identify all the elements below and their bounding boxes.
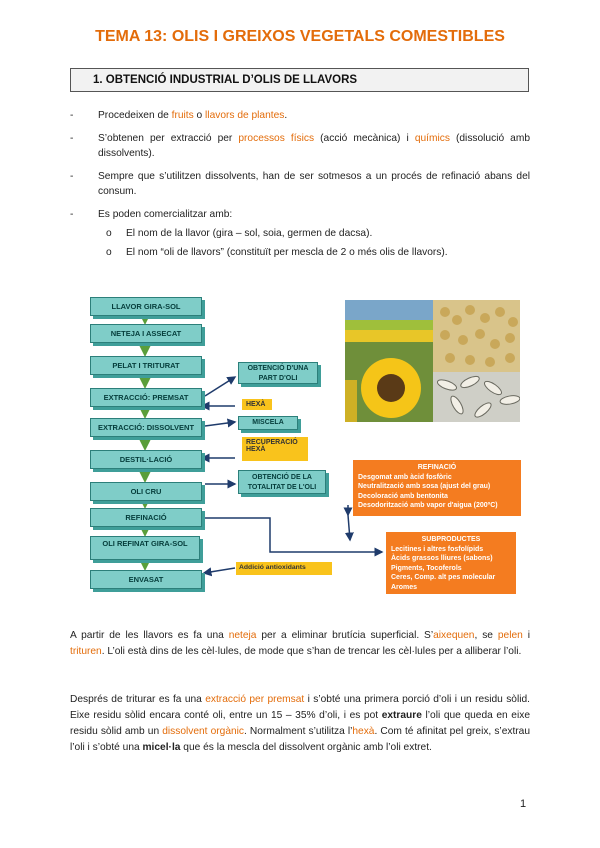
highlight-text: processos físics — [238, 133, 315, 144]
paragraph-text: A partir de les llavors es fa una — [70, 630, 229, 641]
list-item: Pigments, Tocoferols — [391, 564, 462, 572]
highlight-text: extracció per premsat — [205, 694, 305, 705]
circle-marker: o — [106, 228, 112, 239]
section-heading — [70, 68, 529, 92]
sub-list-item — [70, 226, 530, 241]
dash-marker: - — [70, 209, 74, 220]
flow-step-premsat: EXTRACCIÓ: PREMSAT — [90, 388, 202, 407]
highlight-text: fruits — [171, 110, 194, 121]
flow-step-oli-refinat: OLI REFINAT GIRA-SOL — [90, 536, 200, 560]
paragraph-2 — [70, 692, 530, 756]
process-diagram — [80, 290, 530, 600]
paragraph-text: i s’obté una primera porció d’oli i un residu sòlid. Eixe residu sòlid encara conté oli, entre un 15 – 35% d’oli, i es pot — [70, 694, 531, 721]
bullet-text: Sempre que s’utilitzen dissolvents, han de ser sotmesos a un procés de refinació abans del consum. — [98, 171, 530, 197]
flow-step-llavor: LLAVOR GIRA-SOL — [90, 297, 202, 316]
flow-step-pelat: PELAT I TRITURAT — [90, 356, 202, 375]
addicio-antioxidants-label: Addició antioxidants — [236, 562, 332, 575]
list-item: Àcids grassos lliures (sabons) — [391, 555, 493, 562]
bullet-text: Procedeixen de — [98, 110, 172, 121]
subproductes-box — [386, 532, 516, 594]
list-item: Ceres, Comp. alt pes molecular — [391, 574, 496, 581]
paragraph-text: . L’oli està dins de les cèl·lules, de mode que s’han de trencar les cèl·lules per a alliberar l’oli. — [101, 646, 522, 657]
highlight-text: pelen — [497, 630, 523, 641]
list-item: Lecitines i altres fosfolípids — [391, 545, 484, 553]
highlight-text: químics — [414, 133, 450, 144]
paragraph-text: i — [522, 630, 530, 641]
list-item: Neutralització amb sosa (ajust del grau) — [358, 483, 491, 490]
paragraph-text: Després de triturar es fa una — [70, 694, 206, 705]
page-title: TEMA 13: OLIS I GREIXOS VEGETALS COMESTIBLES — [95, 28, 505, 45]
highlight-text: neteja — [228, 630, 257, 641]
paragraph-text: . Com té afinitat pel greix, s’extrau l’oli i s’obté una — [70, 726, 531, 753]
recuperacio-hexa-label: RECUPERACIÓ HEXÀ — [242, 437, 308, 461]
refinacio-heading: REFINACIÓ — [417, 464, 457, 471]
bullet-text: El nom de la llavor (gira – sol, soia, germen de dacsa). — [126, 228, 373, 239]
list-item — [70, 207, 530, 222]
list-item: Decoloració amb bentonita — [358, 492, 448, 500]
paragraph-1 — [70, 628, 530, 660]
list-item — [70, 108, 530, 123]
obtencio-total-box: OBTENCIÓ DE LA TOTALITAT DE L'OLI — [238, 470, 326, 494]
list-item — [70, 169, 530, 199]
paragraph-text: l’oli que queda en eixe residu sòlid amb un — [70, 710, 530, 737]
flow-step-dissolvent: EXTRACCIÓ: DISSOLVENT — [90, 418, 202, 437]
sub-list-item — [70, 245, 530, 260]
paragraph-text: que és la mescla del dissolvent orgànic amb l’oli extret. — [180, 742, 432, 753]
paragraph-text: . Normalment s’utilitza l’ — [244, 726, 353, 737]
highlight-text: aixequen — [433, 630, 475, 641]
bullet-text: Es poden comercialitzar amb: — [98, 209, 233, 220]
highlight-text: hexà — [352, 726, 375, 737]
bullet-text: S’obtenen per extracció per — [98, 133, 239, 144]
highlight-text: dissolvent orgànic — [162, 726, 245, 737]
flow-step-destil: DESTIL·LACIÓ — [90, 450, 202, 469]
subproductes-heading: SUBPRODUCTES — [421, 536, 481, 543]
bullet-text: . — [284, 110, 288, 121]
flow-step-neteja: NETEJA I ASSECAT — [90, 324, 202, 343]
section-heading-label: 1. OBTENCIÓ INDUSTRIAL D’OLIS DE LLAVORS — [93, 74, 358, 86]
bullet-text: El nom “oli de llavors” (constituït per mescla de 2 o més olis de llavors). — [126, 247, 448, 258]
highlight-text: trituren — [70, 646, 102, 657]
dash-marker: - — [70, 133, 74, 144]
circle-marker: o — [106, 247, 112, 258]
bold-text: micel·la — [142, 742, 181, 753]
paragraph-text: , se — [474, 630, 498, 641]
page-number: 1 — [520, 798, 527, 810]
dash-marker: - — [70, 171, 74, 182]
bullet-list — [70, 108, 530, 264]
list-item — [70, 131, 530, 161]
obtencio-part-box: OBTENCIÓ D'UNA PART D'OLI — [238, 362, 318, 384]
flow-step-envasat: ENVASAT — [90, 570, 202, 589]
flow-step-refinacio: REFINACIÓ — [90, 508, 202, 527]
bullet-text: (acció mecànica) i — [314, 133, 415, 144]
list-item: Desgomat amb àcid fosfòric — [358, 473, 452, 481]
bold-text: extraure — [381, 710, 422, 721]
bullet-text: (dissolució amb dissolvents). — [98, 133, 531, 159]
flow-step-oli-cru: OLI CRU — [90, 482, 202, 501]
hexa-label: HEXÀ — [242, 399, 272, 410]
paragraph-text: per a eliminar brutícia superficial. S’ — [256, 630, 434, 641]
refinacio-box — [353, 460, 521, 516]
list-item: Desodorització amb vapor d'aigua (200ºC) — [358, 502, 498, 509]
sunflower-photo-collage — [345, 300, 520, 450]
bullet-text: o — [193, 110, 206, 121]
dash-marker: - — [70, 110, 74, 121]
miscela-box: MISCELA — [238, 416, 298, 430]
highlight-text: llavors de plantes — [205, 110, 285, 121]
list-item: Aromes — [391, 583, 418, 591]
